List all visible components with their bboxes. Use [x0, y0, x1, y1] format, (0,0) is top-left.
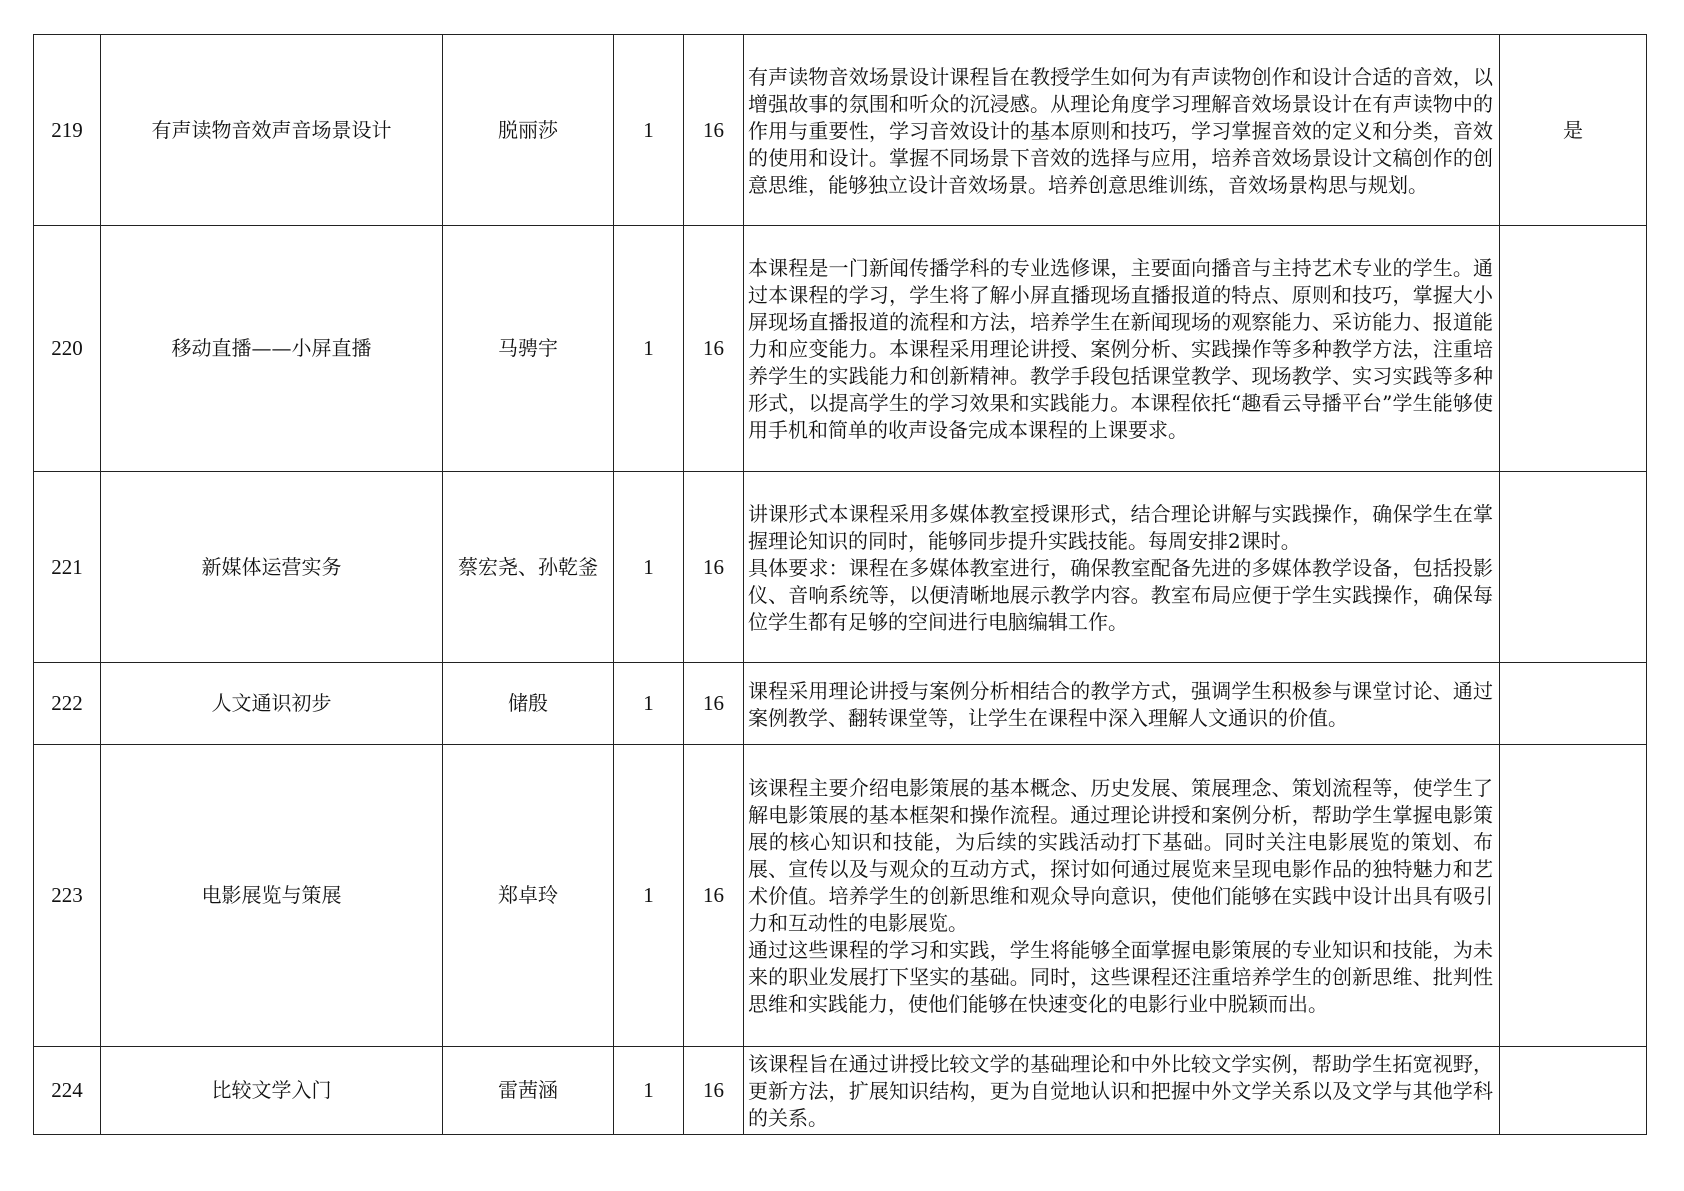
flag-cell	[1500, 1047, 1647, 1135]
course-table	[33, 34, 1647, 1135]
teacher-name: 郑卓玲	[443, 745, 614, 1047]
flag-cell	[1500, 663, 1647, 745]
credit-value: 1	[614, 663, 684, 745]
flag-cell: 是	[1500, 35, 1647, 226]
table-row	[34, 1047, 1647, 1135]
teacher-name: 马骋宇	[443, 226, 614, 472]
table-row	[34, 745, 1647, 1047]
course-description: 该课程主要介绍电影策展的基本概念、历史发展、策展理念、策划流程等，使学生了解电影策展的基本框架和操作流程。通过理论讲授和案例分析，帮助学生掌握电影策展的核心知识和技能，为后续的实践活动打下基础。同时关注电影展览的策划、布展、宣传以及与观众的互动方式，探讨如何通过展览来呈现电影作品的独特魅力和艺术价值。培养学生的创新思维和观众导向意识，使他们能够在实践中设计出具有吸引力和互动性的电影展览。 通过这些课程的学习和实践，学生将能够全面掌握电影策展的专业知识和技能，为未来的职业发展打下坚实的基础。同时，这些课程还注重培养学生的创新思维、批判性思维和实践能力，使他们能够在快速变化的电影行业中脱颖而出。	[744, 745, 1500, 1047]
teacher-name: 储殷	[443, 663, 614, 745]
table-row	[34, 472, 1647, 663]
teacher-name: 脱丽莎	[443, 35, 614, 226]
course-name: 人文通识初步	[101, 663, 443, 745]
course-description: 本课程是一门新闻传播学科的专业选修课，主要面向播音与主持艺术专业的学生。通过本课程的学习，学生将了解小屏直播现场直播报道的特点、原则和技巧，掌握大小屏现场直播报道的流程和方法，培养学生在新闻现场的观察能力、采访能力、报道能力和应变能力。本课程采用理论讲授、案例分析、实践操作等多种教学方法，注重培养学生的实践能力和创新精神。教学手段包括课堂教学、现场教学、实习实践等多种形式，以提高学生的学习效果和实践能力。本课程依托“趣看云导播平台”学生能够使用手机和简单的收声设备完成本课程的上课要求。	[744, 226, 1500, 472]
credit-value: 1	[614, 1047, 684, 1135]
row-number: 222	[34, 663, 101, 745]
table-row	[34, 663, 1647, 745]
course-name: 移动直播——小屏直播	[101, 226, 443, 472]
course-description: 该课程旨在通过讲授比较文学的基础理论和中外比较文学实例，帮助学生拓宽视野，更新方法，扩展知识结构，更为自觉地认识和把握中外文学关系以及文学与其他学科的关系。	[744, 1047, 1500, 1135]
hours-value: 16	[684, 226, 744, 472]
course-description: 有声读物音效场景设计课程旨在教授学生如何为有声读物创作和设计合适的音效，以增强故事的氛围和听众的沉浸感。从理论角度学习理解音效场景设计在有声读物中的作用与重要性，学习音效设计的基本原则和技巧，学习掌握音效的定义和分类，音效的使用和设计。掌握不同场景下音效的选择与应用，培养音效场景设计文稿创作的创意思维，能够独立设计音效场景。培养创意思维训练，音效场景构思与规划。	[744, 35, 1500, 226]
hours-value: 16	[684, 745, 744, 1047]
table-row	[34, 226, 1647, 472]
teacher-name: 雷茜涵	[443, 1047, 614, 1135]
course-name: 比较文学入门	[101, 1047, 443, 1135]
course-description: 讲课形式本课程采用多媒体教室授课形式，结合理论讲解与实践操作，确保学生在掌握理论知识的同时，能够同步提升实践技能。每周安排2课时。 具体要求：课程在多媒体教室进行，确保教室配备先进的多媒体教学设备，包括投影仪、音响系统等，以便清晰地展示教学内容。教室布局应便于学生实践操作，确保每位学生都有足够的空间进行电脑编辑工作。	[744, 472, 1500, 663]
teacher-name: 蔡宏尧、孙乾釜	[443, 472, 614, 663]
credit-value: 1	[614, 226, 684, 472]
course-description: 课程采用理论讲授与案例分析相结合的教学方式，强调学生积极参与课堂讨论、通过案例教学、翻转课堂等，让学生在课程中深入理解人文通识的价值。	[744, 663, 1500, 745]
credit-value: 1	[614, 745, 684, 1047]
credit-value: 1	[614, 472, 684, 663]
row-number: 219	[34, 35, 101, 226]
hours-value: 16	[684, 663, 744, 745]
credit-value: 1	[614, 35, 684, 226]
course-table-sheet	[33, 34, 1646, 1135]
hours-value: 16	[684, 472, 744, 663]
flag-cell	[1500, 226, 1647, 472]
row-number: 224	[34, 1047, 101, 1135]
flag-cell	[1500, 472, 1647, 663]
hours-value: 16	[684, 1047, 744, 1135]
flag-cell	[1500, 745, 1647, 1047]
row-number: 220	[34, 226, 101, 472]
row-number: 223	[34, 745, 101, 1047]
table-row	[34, 35, 1647, 226]
course-name: 电影展览与策展	[101, 745, 443, 1047]
course-name: 新媒体运营实务	[101, 472, 443, 663]
hours-value: 16	[684, 35, 744, 226]
course-name: 有声读物音效声音场景设计	[101, 35, 443, 226]
row-number: 221	[34, 472, 101, 663]
